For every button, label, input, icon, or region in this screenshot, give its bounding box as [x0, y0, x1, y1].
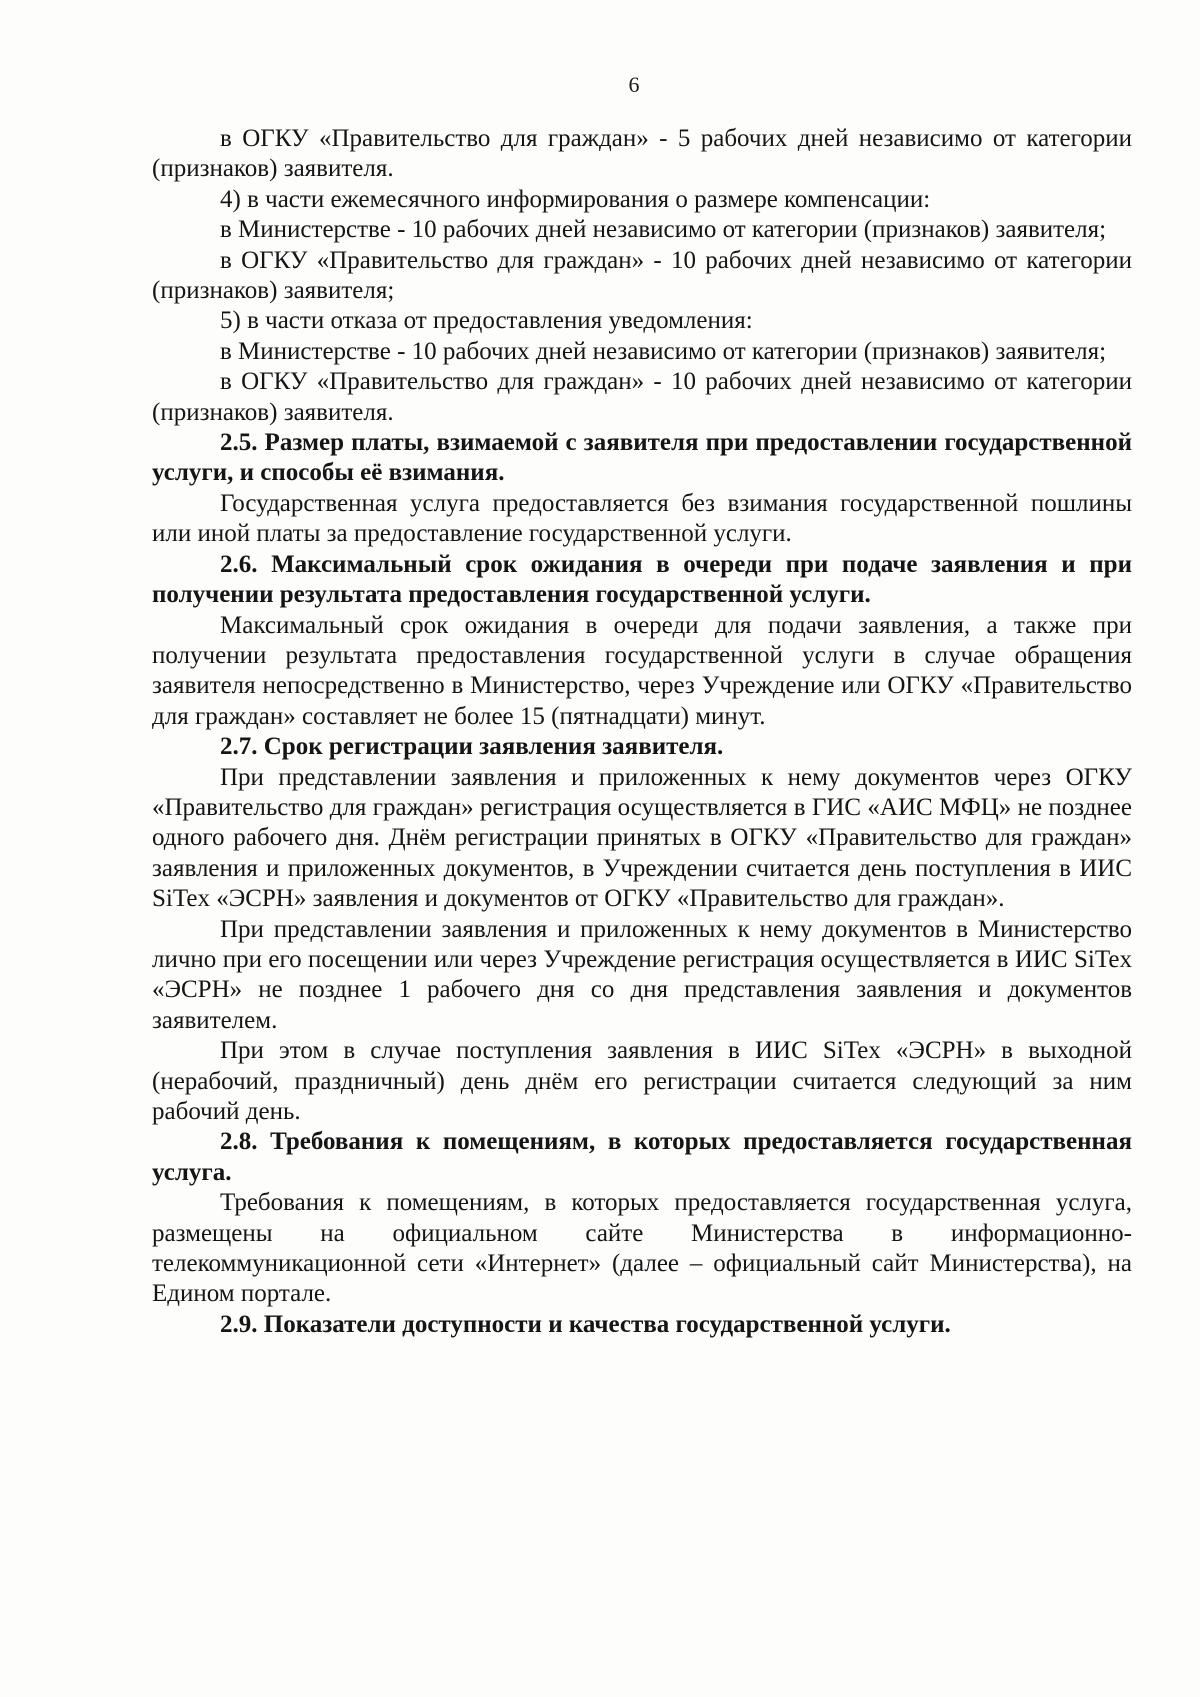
section-heading-2-6: 2.6. Максимальный срок ожидания в очереди при подаче заявления и при получении результата предоставления государственной услуги. — [152, 550, 1132, 609]
paragraph: При представлении заявления и приложенных к нему документов через ОГКУ «Правительство для граждан» регистрация осуществляется в ГИС «АИС МФЦ» не позднее одного рабочего дня. Днём регистрации принятых в ОГКУ «Правительство для граждан» заявления и приложенных документов, в Учреждении считается день поступления в ИИС SiTex «ЭСРН» заявления и документов от ОГКУ «Правительство для граждан». — [152, 763, 1132, 913]
page-number: 6 — [628, 72, 640, 97]
paragraph: 5) в части отказа от предоставления уведомления: — [220, 307, 753, 335]
paragraph: в ОГКУ «Правительство для граждан» - 10 рабочих дней независимо от категории (признаков) заявителя; — [152, 246, 1132, 305]
paragraph: в Министерстве - 10 рабочих дней независимо от категории (признаков) заявителя; — [220, 216, 1107, 244]
section-heading-2-8: 2.8. Требования к помещениям, в которых предоставляется государственная услуга. — [152, 1128, 1132, 1186]
section-heading-2-9: 2.9. Показатели доступности и качества государственной услуги. — [220, 1310, 951, 1338]
paragraph: в Министерстве - 10 рабочих дней независимо от категории (признаков) заявителя; — [220, 337, 1107, 365]
paragraph: При этом в случае поступления заявления в ИИС SiTex «ЭСРН» в выходной (нерабочий, праздничный) день днём его регистрации считается следующий за ним рабочий день. — [152, 1037, 1132, 1125]
section-heading-2-5: 2.5. Размер платы, взимаемой с заявителя при предоставлении государственной услуги, и способы её взимания. — [152, 429, 1132, 487]
paragraph: в ОГКУ «Правительство для граждан» - 5 рабочих дней независимо от категории (признаков) заявителя. — [152, 125, 1132, 183]
document-body — [152, 124, 1132, 1340]
paragraph: Государственная услуга предоставляется без взимания государственной пошлины или иной платы за предоставление государственной услуги. — [152, 489, 1132, 548]
paragraph: Максимальный срок ожидания в очереди для подачи заявления, а также при получении результата предоставления государственной услуги в случае обращения заявителя непосредственно в Министерство, через Учреждение или ОГКУ «Правительство для граждан» составляет не более 15 (пятнадцати) минут. — [152, 611, 1132, 730]
paragraph: в ОГКУ «Правительство для граждан» - 10 рабочих дней независимо от категории (признаков) заявителя. — [152, 368, 1132, 426]
paragraph: 4) в части ежемесячного информирования о размере компенсации: — [220, 185, 931, 213]
paragraph: При представлении заявления и приложенных к нему документов в Министерство лично при его посещении или через Учреждение регистрация осуществляется в ИИС SiTex «ЭСРН» не позднее 1 рабочего дня со дня представления заявления и документов заявителем. — [152, 915, 1132, 1034]
section-heading-2-7: 2.7. Срок регистрации заявления заявителя. — [220, 733, 724, 761]
paragraph: Требования к помещениям, в которых предоставляется государственная услуга, размещены на официальном сайте Министерства в информационно-телекоммуникационной сети «Интернет» (далее – официальный сайт Министерства), на Едином портале. — [152, 1189, 1132, 1308]
